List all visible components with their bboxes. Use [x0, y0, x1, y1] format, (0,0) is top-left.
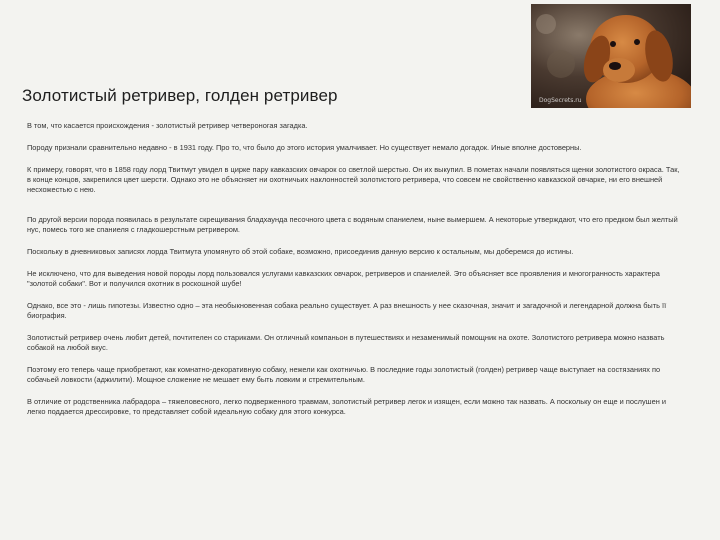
paragraph-origin: В том, что касается происхождения - золотистый ретривер четвероногая загадка.: [27, 121, 308, 130]
paragraph-diary: Поскольку в дневниковых записях лорда Твитмута упомянуто об этой собаке, возможно, присоединив данную версию к остальным, мы доберемся до истины.: [27, 247, 574, 256]
photo-watermark: DogSecrets.ru: [539, 97, 582, 104]
paragraph-labrador-comparison: В отличие от родственника лабрадора – тяжеловесного, легко подверженного травмам, золотистый ретривер легок и изящен, если можно так назвать. А поскольку он еще и послушен и легко поддается дрессировке, то представляет собой идеальную собаку для этого конкурса.: [27, 397, 666, 416]
paragraph-recognition: Породу признали сравнительно недавно - в 1931 году. Про то, что было до этого история умалчивает. Но существует немало догадок. Иные вполне достоверны.: [27, 143, 582, 152]
dog-photo: [531, 4, 691, 108]
page-title: Золотистый ретривер, голден ретривер: [22, 86, 338, 105]
paragraph-breeding: Не исключено, что для выведения новой породы лорд пользовался услугами кавказских овчарок, ретриверов и спаниелей. Это объясняет все проявления и многогранность характера "золотой собаки". Вот и получился охотник в роскошной шубе!: [27, 269, 660, 288]
article-body: [27, 121, 682, 429]
paragraph-hypotheses: Однако, все это - лишь гипотезы. Известно одно – эта необыкновенная собака реально существует. А раз внешность у нее сказочная, значит и загадочной и легендарной должна быть її биография.: [27, 301, 667, 320]
dog-illustration: [531, 4, 691, 108]
paragraph-agility: Поэтому его теперь чаще приобретают, как комнатно-декоративную собаку, нежели как охотничью. В последние годы золотистый (голден) ретривер чаще выступает на состязаниях по собачьей ловкости (аджилити). Мощное сложение не мешает ему быть ловким и стремительным.: [27, 365, 661, 384]
paragraph-other-version: По другой версии порода появилась в результате скрещивания бладхаунда песочного цвета с водяным спаниелем, ныне вымершем. А некоторые утверждают, что его предком был желтый нус, помесь того же спаниеля с гладкошерстным ретривером.: [27, 215, 678, 234]
paragraph-temperament: Золотистый ретривер очень любит детей, почтителен со стариками. Он отличный компаньон в путешествиях и незаменимый помощник на охоте. Золотистого ретривера можно назвать собакой на любой вкус.: [27, 333, 665, 352]
paragraph-lord-tweedmouth: К примеру, говорят, что в 1858 году лорд Твитмут увидел в цирке пару кавказских овчарок со светлой шерстью. Он их выкупил. В пометах начали появляться щенки золотистого окраса. Так, в конце концов, закрепился цвет шерсти. Однако это не объясняет ни охотничьих наклонностей золотистого ретривера, что совсем не свойственно кавказской овчарке, ни его внешней несхожестью с нею.: [27, 165, 680, 194]
